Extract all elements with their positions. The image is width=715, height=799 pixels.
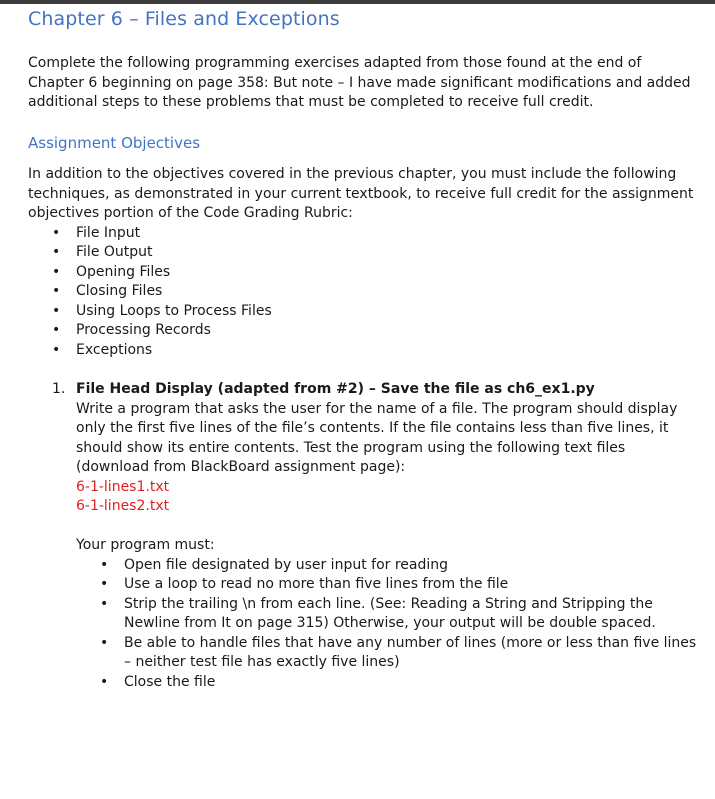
objective-item: • Opening Files: [52, 263, 700, 283]
objectives-heading: Assignment Objectives: [28, 133, 201, 152]
chapter-title: Chapter 6 – Files and Exceptions: [28, 8, 340, 30]
objectives-list: [28, 224, 700, 361]
requirement-item: • Use a loop to read no more than five lines from the file: [100, 575, 700, 595]
requirement-item: • Be able to handle files that have any number of lines (more or less than five lines – neither test file has exactly five lines): [100, 634, 700, 673]
exercise-description: Write a program that asks the user for the name of a file. The program should display only the first five lines of the file’s contents. If the file contains less than five lines, it should show its entire contents. Test the program using the following text files (download from BlackBoard assignment page):: [76, 400, 678, 476]
objective-item: • Processing Records: [52, 321, 700, 341]
requirement-item: • Open file designated by user input for reading: [100, 556, 700, 576]
exercise-1: [28, 380, 700, 692]
requirements-list: [76, 556, 700, 693]
objective-item: • File Input: [52, 224, 700, 244]
requirements-intro: Your program must:: [76, 537, 215, 554]
objectives-intro: In addition to the objectives covered in the previous chapter, you must include the following techniques, as demonstrated in your current textbook, to receive full credit for the assignment objectives portion of the Code Grading Rubric:: [28, 166, 694, 222]
objective-item: • File Output: [52, 243, 700, 263]
exercise-heading: File Head Display (adapted from #2) – Save the file as ch6_ex1.py: [76, 381, 595, 398]
requirement-item: • Close the file: [100, 673, 700, 693]
document-page: [28, 5, 700, 692]
intro-paragraph: Complete the following programming exercises adapted from those found at the end of Chapter 6 beginning on page 358: But note – I have made significant modifications and added additional steps to these problems that must be completed to receive full credit.: [28, 55, 691, 110]
exercise-number: 1.: [52, 381, 66, 398]
objective-item: • Closing Files: [52, 282, 700, 302]
objective-item: • Using Loops to Process Files: [52, 302, 700, 322]
requirement-item: • Strip the trailing \n from each line. (See: Reading a String and Stripping the Newline from It on page 315) Otherwise, your output will be double spaced.: [100, 595, 700, 634]
file-link-lines2[interactable]: 6-1-lines2.txt: [76, 498, 170, 515]
file-link-lines1[interactable]: 6-1-lines1.txt: [76, 478, 170, 495]
objective-item: • Exceptions: [52, 341, 700, 361]
top-rule: [0, 0, 715, 4]
